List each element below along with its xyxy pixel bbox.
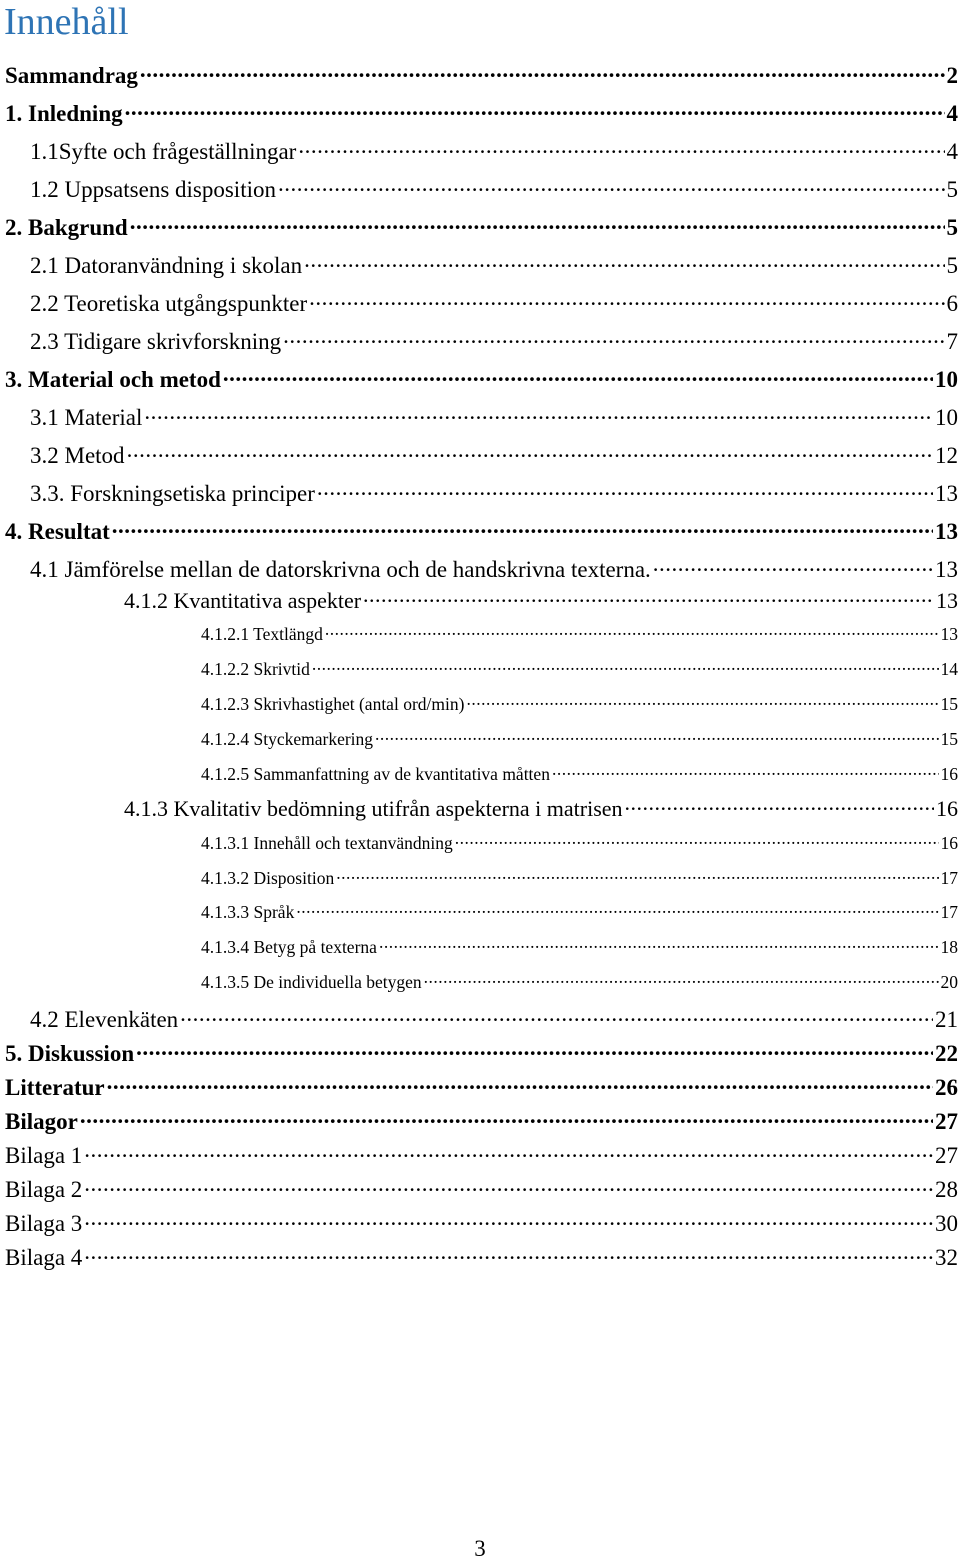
toc-entry[interactable] xyxy=(0,1242,960,1271)
toc-entry-page: 16 xyxy=(940,763,958,784)
toc-entry[interactable] xyxy=(0,1140,960,1169)
toc-entry[interactable] xyxy=(0,692,960,715)
toc-entry[interactable] xyxy=(0,1004,960,1033)
toc-entry[interactable] xyxy=(0,866,960,889)
toc-entry[interactable] xyxy=(0,440,960,469)
dot-leader xyxy=(84,1242,933,1265)
toc-entry[interactable] xyxy=(0,970,960,993)
dot-leader xyxy=(84,1208,933,1231)
dot-leader xyxy=(363,586,934,608)
toc-entry-page: 2 xyxy=(946,63,958,88)
dot-leader xyxy=(180,1004,933,1027)
toc-entry[interactable] xyxy=(0,554,960,583)
toc-entry[interactable] xyxy=(0,250,960,279)
toc-entry[interactable] xyxy=(0,1038,960,1067)
dot-leader xyxy=(653,554,933,577)
toc-entry-label: Litteratur xyxy=(5,1075,105,1100)
toc-entry-label: 4.1.2.2 Skrivtid xyxy=(201,658,310,679)
dot-leader xyxy=(125,98,945,121)
toc-entry-label: 4.1.3.4 Betyg på texterna xyxy=(201,936,377,957)
toc-entry-label: Bilaga 3 xyxy=(5,1211,83,1236)
dot-leader xyxy=(84,1174,933,1197)
toc-entry[interactable] xyxy=(0,364,960,393)
toc-entry[interactable] xyxy=(0,657,960,680)
toc-entry[interactable] xyxy=(0,60,960,89)
toc-entry-label: Bilaga 2 xyxy=(5,1177,83,1202)
dot-leader xyxy=(107,1072,933,1095)
dot-leader xyxy=(625,794,934,816)
toc-entry-page: 16 xyxy=(936,796,958,821)
dot-leader xyxy=(298,136,944,159)
dot-leader xyxy=(127,440,933,463)
toc-entry[interactable] xyxy=(0,98,960,127)
toc-entry-page: 26 xyxy=(935,1075,958,1100)
toc-entry-page: 27 xyxy=(935,1109,958,1134)
dot-leader xyxy=(296,900,938,918)
toc-entry-page: 13 xyxy=(935,519,958,544)
toc-entry-label: 2.1 Datoranvändning i skolan xyxy=(30,253,303,278)
toc-entry-label: Sammandrag xyxy=(5,63,138,88)
toc-entry-label: 4.2 Elevenkäten xyxy=(30,1007,179,1032)
dot-leader xyxy=(278,174,945,197)
toc-entry-label: 4.1.3 Kvalitativ bedömning utifrån aspekterna i matrisen xyxy=(124,796,623,821)
toc-entry[interactable] xyxy=(0,727,960,750)
dot-leader xyxy=(424,970,939,988)
dot-leader xyxy=(466,692,938,710)
toc-entry[interactable] xyxy=(0,402,960,431)
toc-entry-page: 16 xyxy=(940,832,958,853)
dot-leader xyxy=(312,657,939,675)
page-number: 3 xyxy=(474,1536,486,1561)
dot-leader xyxy=(144,402,933,425)
toc-entry-page: 15 xyxy=(940,728,958,749)
toc-entry[interactable] xyxy=(0,1072,960,1101)
page-title: Innehåll xyxy=(4,1,129,43)
toc-entry-label: 2.2 Teoretiska utgångspunkter xyxy=(30,291,308,316)
toc-entry-label: 2. Bakgrund xyxy=(5,215,128,240)
toc-entry-page: 5 xyxy=(946,177,958,202)
toc-entry-label: 4.1.3.3 Språk xyxy=(201,901,295,922)
dot-leader xyxy=(80,1106,933,1129)
toc-entry-label: Bilagor xyxy=(5,1109,78,1134)
toc-entry-label: 4.1.3.2 Disposition xyxy=(201,867,335,888)
toc-entry-page: 18 xyxy=(940,936,958,957)
toc-entry-page: 5 xyxy=(946,253,958,278)
toc-entry-page: 5 xyxy=(946,215,958,240)
toc-entry[interactable] xyxy=(0,900,960,923)
toc-entry-page: 13 xyxy=(936,588,958,613)
dot-leader xyxy=(375,727,938,745)
dot-leader xyxy=(304,250,944,273)
toc-entry[interactable] xyxy=(0,174,960,203)
toc-entry-label: 3.3. Forskningsetiska principer xyxy=(30,481,315,506)
toc-entry-label: 4.1 Jämförelse mellan de datorskrivna och de handskrivna texterna. xyxy=(30,557,651,582)
dot-leader xyxy=(325,622,939,640)
toc-entry[interactable] xyxy=(0,288,960,317)
toc-entry-page: 13 xyxy=(935,481,958,506)
toc-entry-label: 5. Diskussion xyxy=(5,1041,135,1066)
toc-entry[interactable] xyxy=(0,1174,960,1203)
toc-entry-page: 6 xyxy=(946,291,958,316)
toc-entry-page: 4 xyxy=(946,101,958,126)
toc-entry-page: 28 xyxy=(935,1177,958,1202)
toc-entry-page: 14 xyxy=(940,658,958,679)
toc-entry-page: 17 xyxy=(940,867,958,888)
dot-leader xyxy=(223,364,933,387)
dot-leader xyxy=(112,516,933,539)
toc-entry-label: 4.1.2 Kvantitativa aspekter xyxy=(124,588,362,613)
toc-entry-label: 1. Inledning xyxy=(5,101,123,126)
toc-entry[interactable] xyxy=(0,212,960,241)
toc-entry[interactable] xyxy=(0,478,960,507)
toc-entry[interactable] xyxy=(0,794,960,822)
toc-entry[interactable] xyxy=(0,586,960,614)
toc-entry-page: 30 xyxy=(935,1211,958,1236)
toc-entry-label: 4.1.3.5 De individuella betygen xyxy=(201,971,422,992)
toc-entry-page: 32 xyxy=(935,1245,958,1270)
toc-entry[interactable] xyxy=(0,1106,960,1135)
toc-entry-label: 3.2 Metod xyxy=(30,443,125,468)
toc-entry-page: 27 xyxy=(935,1143,958,1168)
toc-entry-page: 12 xyxy=(935,443,958,468)
toc-entry[interactable] xyxy=(0,831,960,854)
dot-leader xyxy=(455,831,939,849)
toc-entry-label: Bilaga 1 xyxy=(5,1143,83,1168)
toc-entry-page: 15 xyxy=(940,693,958,714)
toc-entry[interactable] xyxy=(0,516,960,545)
toc-entry-label: 4.1.2.4 Styckemarkering xyxy=(201,728,374,749)
toc-entry-label: 2.3 Tidigare skrivforskning xyxy=(30,329,282,354)
toc-entry-page: 10 xyxy=(935,405,958,430)
toc-entry-page: 21 xyxy=(935,1007,958,1032)
toc-entry-label: 4.1.2.5 Sammanfattning av de kvantitativa måtten xyxy=(201,763,550,784)
dot-leader xyxy=(552,762,939,780)
toc-entry[interactable] xyxy=(0,762,960,785)
toc-entry-page: 13 xyxy=(935,557,958,582)
dot-leader xyxy=(336,866,938,884)
toc-entry-page: 10 xyxy=(935,367,958,392)
toc-entry-label: 3. Material och metod xyxy=(5,367,221,392)
toc-entry-label: 4.1.3.1 Innehåll och textanvändning xyxy=(201,832,453,853)
toc-entry-label: 4.1.2.3 Skrivhastighet (antal ord/min) xyxy=(201,693,465,714)
dot-leader xyxy=(130,212,945,235)
dot-leader xyxy=(317,478,933,501)
toc-entry-label: 4. Resultat xyxy=(5,519,110,544)
toc-entry[interactable] xyxy=(0,1208,960,1237)
toc-entry-page: 17 xyxy=(940,901,958,922)
toc-entry-page: 7 xyxy=(946,329,958,354)
toc-entry[interactable] xyxy=(0,622,960,645)
toc-entry-label: 4.1.2.1 Textlängd xyxy=(201,623,323,644)
toc-entry[interactable] xyxy=(0,326,960,355)
toc-entry-page: 20 xyxy=(940,971,958,992)
toc-entry-label: 1.1Syfte och frågeställningar xyxy=(30,139,297,164)
dot-leader xyxy=(283,326,944,349)
toc-entry[interactable] xyxy=(0,136,960,165)
toc-entry-label: 1.2 Uppsatsens disposition xyxy=(30,177,276,202)
toc-entry-page: 13 xyxy=(940,623,958,644)
toc-entry-label: 3.1 Material xyxy=(30,405,143,430)
toc-entry-page: 4 xyxy=(946,139,958,164)
dot-leader xyxy=(136,1038,933,1061)
toc-entry-page: 22 xyxy=(935,1041,958,1066)
toc-entry-label: Bilaga 4 xyxy=(5,1245,83,1270)
dot-leader xyxy=(140,60,945,83)
dot-leader xyxy=(84,1140,933,1163)
dot-leader xyxy=(379,935,939,953)
dot-leader xyxy=(309,288,944,311)
toc-entry[interactable] xyxy=(0,935,960,958)
